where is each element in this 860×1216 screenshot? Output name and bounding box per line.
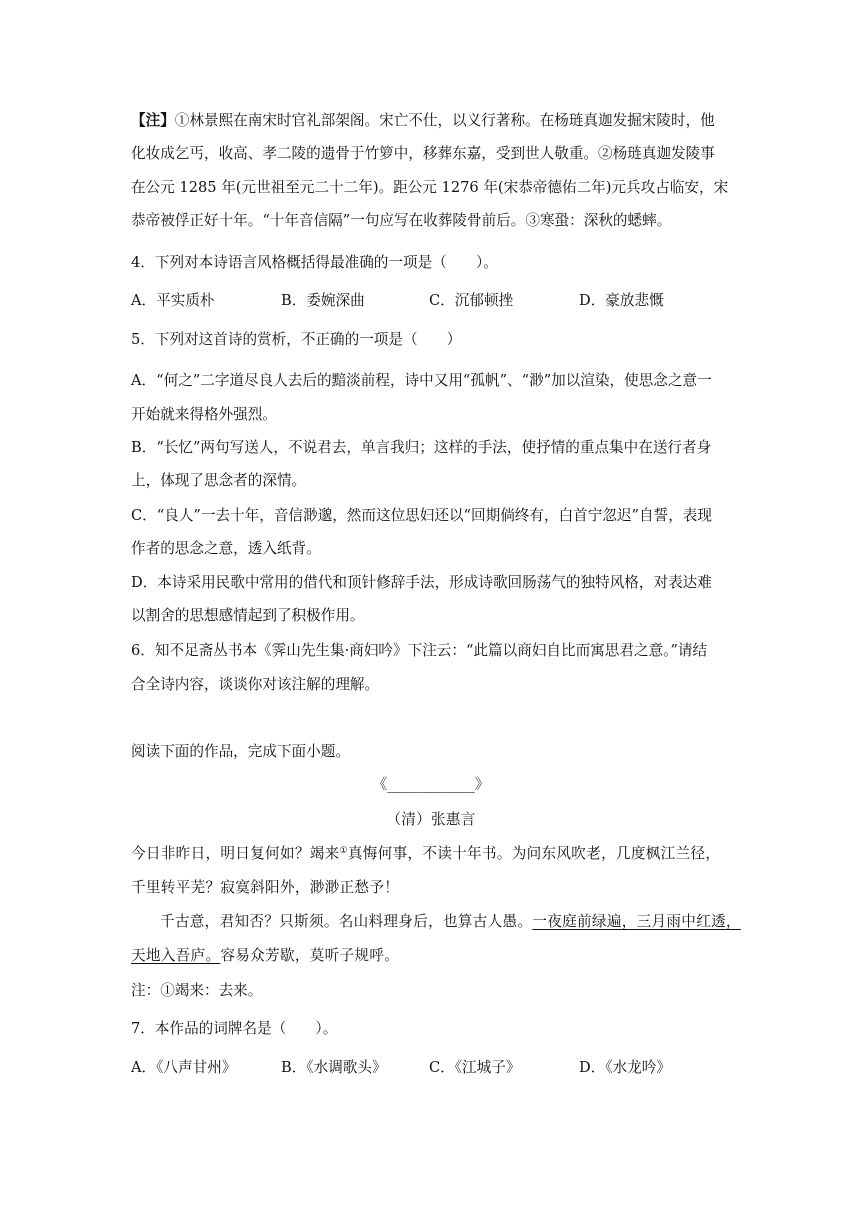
poem-author: （清）张惠言	[386, 811, 476, 828]
question-5-option-d-line-2: 以割舍的思想感情起到了积极作用。	[131, 607, 365, 624]
underlined-text: 天地入吾庐。	[131, 947, 221, 964]
option-a: A．《八声甘州》	[131, 1059, 237, 1076]
poem-text: 千古意，君知否？只斯须。名山料理身后，也算古人愚。	[160, 913, 533, 930]
option-c: C．《江城子》	[429, 1059, 521, 1076]
question-4-options	[131, 291, 731, 311]
poem-line-1	[131, 844, 731, 864]
option-b: B．委婉深曲	[281, 292, 365, 309]
poem-line-3	[131, 912, 760, 932]
poem-text: 真悔何事，不读十年书。为问东风吹老，几度枫江兰径，	[347, 845, 721, 862]
reading-intro: 阅读下面的作品，完成下面小题。	[131, 743, 350, 760]
option-b: B．《水调歌头》	[281, 1059, 387, 1076]
note-line-2: 化妆成乞丐，收高、孝二陵的遗骨于竹箩中，移葬东嘉，受到世人敬重。②杨琏真迦发陵事	[131, 145, 715, 162]
option-d: D．豪放悲慨	[579, 292, 664, 309]
question-5-option-b-line-2: 上，体现了思念者的深情。	[131, 472, 307, 489]
question-5-stem: 5．下列对这首诗的赏析，不正确的一项是（ ）	[131, 331, 462, 348]
option-a: A．平实质朴	[131, 292, 215, 309]
note-line-4: 恭帝被俘正好十年。“十年音信隔”一句应写在收葬陵骨前后。③寒蛩：深秋的蟋蟀。	[131, 212, 672, 229]
option-c: C．沉郁顿挫	[429, 292, 514, 309]
poem-line-4	[131, 946, 731, 966]
question-7-stem: 7．本作品的词牌名是（ ）。	[131, 1020, 338, 1037]
note-label: 【注】	[131, 112, 175, 129]
note-line-1	[131, 111, 731, 131]
question-5-option-a-line-2: 开始就来得格外强烈。	[131, 406, 277, 423]
question-4-stem: 4．下列对本诗语言风格概括得最准确的一项是（ ）。	[131, 254, 498, 271]
note-text: ①林景熙在南宋时官礼部架阁。宋亡不仕，以义行著称。在杨琏真迦发掘宋陵时，他	[174, 112, 715, 129]
poem-line-2: 千里转平芜？寂寞斜阳外，渺渺正愁予！	[131, 879, 400, 896]
question-6-line-2: 合全诗内容，谈谈你对该注解的理解。	[131, 676, 380, 693]
option-d: D．《水龙吟》	[579, 1059, 671, 1076]
poem-note: 注：①竭来：去来。	[131, 982, 263, 999]
question-5-option-b-line-1: B．“长忆”两句写送人，不说君去，单言我归；这样的手法，使抒情的重点集中在送行者身	[131, 439, 712, 456]
poem-text: 容易众芳歇，莫听子规呼。	[220, 947, 400, 964]
question-7-options	[131, 1058, 731, 1078]
underlined-text: 一夜庭前绿遍，三月雨中红透，	[532, 913, 741, 930]
question-5-option-a-line-1: A．“何之”二字道尽良人去后的黯淡前程，诗中又用“孤帆”、“渺”加以渲染，使思念之意一	[131, 372, 712, 389]
poem-text: 今日非昨日，明日复何如？竭来	[131, 845, 340, 862]
poem-title: 《____________》	[372, 776, 490, 793]
question-5-option-c-line-1: C．“良人”一去十年，音信渺邈，然而这位思妇还以“回期倘终有，白首宁忽迟”自誓，表现	[131, 507, 712, 524]
question-5-option-c-line-2: 作者的思念之意，透入纸背。	[131, 540, 321, 557]
footnote-marker: ①	[339, 846, 348, 856]
note-line-3: 在公元 1285 年(元世祖至元二十二年)。距公元 1276 年(宋恭帝德佑二年)元兵攻占临安，宋	[131, 179, 729, 196]
question-6-line-1: 6．知不足斋丛书本《霁山先生集·商妇吟》下注云：“此篇以商妇自比而寓思君之意。”请结	[131, 642, 708, 659]
question-5-option-d-line-1: D．本诗采用民歌中常用的借代和顶针修辞手法，形成诗歌回肠荡气的独特风格，对表达难	[131, 574, 712, 591]
